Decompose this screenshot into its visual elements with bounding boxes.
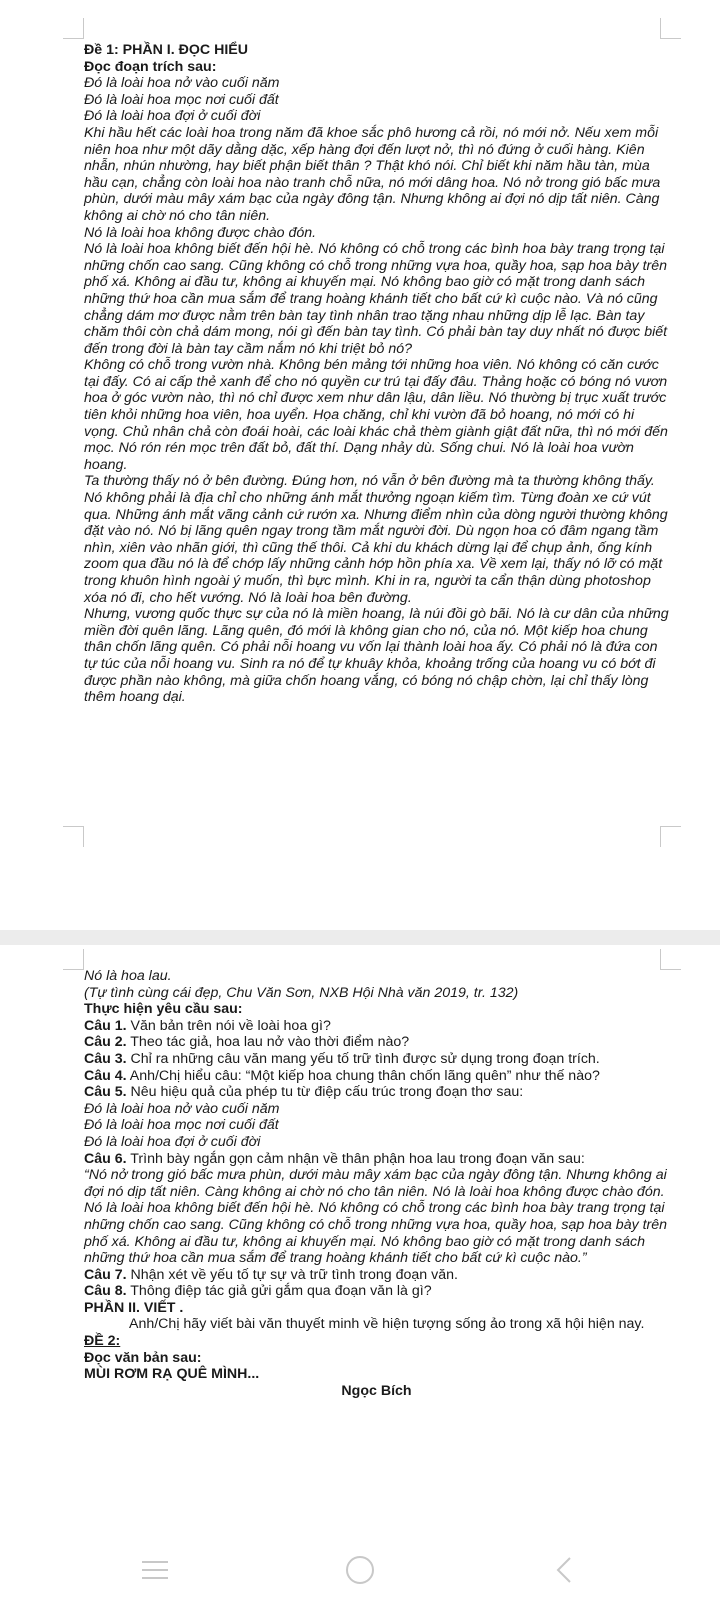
text-line: Đọc đoạn trích sau: xyxy=(84,58,217,75)
question-label: Câu 1. xyxy=(84,1017,127,1034)
text-line: Nó là loài hoa không biết đến hội hè. Nó không có chỗ trong các bình hoa bày trang trọng tại những chốn cao sang. Cũng không có chỗ trong những vựa hoa, quầy hoa, sạp hoa bày trên phố xá. Không ai đầu tư, không ai khuyến mại. Nó không bao giờ có mặt trong danh sách những thứ hoa cần mua sắm để trang hoàng khánh tiết cho bất cứ kì cuộc nào. Và nó cũng chẳng dám mơ được nằm trên bàn tay tình nhân trao tặng nhau những dịp lễ lạc. Bàn tay chăm thôi còn chả dám mong, nói gì đến bàn tay tình. Có phải bàn tay duy nhất nó được biết đến trong đời là bàn tay cầm nắm nó khi triệt bỏ nó? xyxy=(84,241,668,357)
text-line: Đó là loài hoa đợi ở cuối đời xyxy=(84,1133,261,1150)
question-text: Trình bày ngắn gọn cảm nhận về thân phận hoa lau trong đoạn văn sau: xyxy=(126,1150,585,1167)
text-line: “Nó nở trong gió bấc mưa phùn, dưới màu mây xám bạc của ngày đông tận. Nhưng không ai đợi nó dịp tất niên. Càng không ai chờ nó cho tân niên. Nó là loài hoa không được chào đón. Nó là loài hoa không biết đến hội hè. Nó không có chỗ trong các bình hoa bày trang trọng tại những chốn cao sang. Cũng không có chỗ trong những vựa hoa, quầy hoa, sạp hoa bày trên phố xá. Không ai đầu tư, không ai khuyến mại. Nó không bao giờ có mặt trong danh sách những thứ hoa cần mua sắm để trang hoàng khánh tiết cho bất cứ kì cuộc nào.” xyxy=(84,1167,668,1267)
crop-mark xyxy=(63,826,84,847)
question-label: Câu 6. xyxy=(84,1150,127,1167)
question-label: Câu 4. xyxy=(84,1067,127,1084)
question-text: Văn bản trên nói về loài hoa gì? xyxy=(126,1017,331,1034)
text-line: MÙI RƠM RẠ QUÊ MÌNH... xyxy=(84,1366,260,1383)
text-line: Ngọc Bích xyxy=(341,1382,412,1399)
question-label: Câu 8. xyxy=(84,1283,127,1300)
question-text: Nhận xét về yếu tố tự sự và trữ tình trong đoạn văn. xyxy=(126,1266,458,1283)
question-text: Chỉ ra những câu văn mang yếu tố trữ tình được sử dụng trong đoạn trích. xyxy=(126,1050,600,1067)
text-line: Anh/Chị hãy viết bài văn thuyết minh về hiện tượng sống ảo trong xã hội hiện nay. xyxy=(129,1316,645,1333)
reading-passage xyxy=(84,42,669,706)
text-line: Nó là hoa lau. xyxy=(84,968,172,984)
question-label: Câu 2. xyxy=(84,1034,127,1051)
crop-mark xyxy=(660,826,681,847)
question-text: Thông điệp tác giả gửi gắm qua đoạn văn là gì? xyxy=(126,1283,432,1300)
question-text: Nêu hiệu quả của phép tu từ điệp cấu trúc trong đoạn thơ sau: xyxy=(126,1084,524,1101)
text-line: Đề 1: PHẦN I. ĐỌC HIỂU xyxy=(84,42,248,58)
crop-mark xyxy=(63,949,84,970)
text-line: Thực hiện yêu cầu sau: xyxy=(84,1001,243,1018)
text-line xyxy=(84,1084,669,1101)
text-line xyxy=(84,1151,669,1168)
text-line: PHẦN II. VIẾT . xyxy=(84,1299,184,1316)
crop-mark xyxy=(660,949,681,970)
home-circle-icon[interactable] xyxy=(343,1553,377,1587)
menu-icon[interactable] xyxy=(138,1553,172,1587)
crop-mark xyxy=(63,18,84,39)
text-line xyxy=(84,1018,669,1035)
text-line: Đó là loài hoa nở vào cuối năm xyxy=(84,75,280,92)
text-line xyxy=(84,1068,669,1085)
text-line xyxy=(84,1051,669,1068)
text-line xyxy=(84,1283,669,1300)
text-line: Nhưng, vương quốc thực sự của nó là miền hoang, là núi đồi gò bãi. Nó là cư dân của những miền đời quên lãng. Lãng quên, đó mới là không gian cho nó, của nó. Một kiếp hoa chung thân chốn lãng quên. Có phải nỗi hoang vu vốn lại thành loài hoa ấy. Có phải nó là đứa con tự túc của nỗi hoang vu. Sinh ra nó để tự khuây khỏa, khoảng trống của hoang vu có bớt đi được phần nào không, mà giữa chốn hoang vắng, có bóng nó chập chờn, lại chỉ thấy lòng thêm hoang dại. xyxy=(84,606,669,706)
crop-mark xyxy=(660,18,681,39)
page-separator xyxy=(0,930,720,945)
text-line: Đó là loài hoa nở vào cuối năm xyxy=(84,1100,280,1117)
text-line: Đọc văn bản sau: xyxy=(84,1349,202,1366)
navigation-bar xyxy=(0,1540,720,1600)
question-text: Theo tác giả, hoa lau nở vào thời điểm nào? xyxy=(126,1034,410,1051)
back-chevron-icon[interactable] xyxy=(548,1553,582,1587)
text-line: Khi hầu hết các loài hoa trong năm đã khoe sắc phô hương cả rồi, nó mới nở. Nếu xem mỗi niên hoa như một dãy dằng dặc, xếp hàng đợi đến lượt nở, thì nó đứng ở cuối hàng. Kiên nhẫn, nhún nhường, hay biết phận biết thân ? Thật khó nói. Chỉ biết khi năm hầu tàn, mùa hầu cạn, chẳng còn loài hoa nào tranh chỗ nữa, nó mới dâng hoa. Nó nở trong gió bấc mưa phùn, dưới màu mây xám bạc của ngày đông tận. Nhưng không ai đợi nó dịp tất niên. Càng không ai chờ nó cho tân niên. xyxy=(84,124,661,224)
text-line: Nó là loài hoa không được chào đón. xyxy=(84,224,317,241)
question-label: Câu 3. xyxy=(84,1050,127,1067)
text-line: (Tự tình cùng cái đẹp, Chu Văn Sơn, NXB Hội Nhà văn 2019, tr. 132) xyxy=(84,984,519,1001)
text-line: Đó là loài hoa mọc nơi cuối đất xyxy=(84,91,279,108)
question-label: Câu 7. xyxy=(84,1266,127,1283)
text-line xyxy=(84,1034,669,1051)
questions-section xyxy=(84,968,669,1399)
document-page-2 xyxy=(0,945,720,1540)
question-label: Câu 5. xyxy=(84,1084,127,1101)
text-line: ĐỀ 2: xyxy=(84,1333,121,1350)
text-line: Không có chỗ trong vườn nhà. Không bén mảng tới những hoa viên. Nó không có căn cước tại đấy. Có ai cấp thẻ xanh để cho nó quyền cư trú tại đấy đâu. Thảng hoặc có bóng nó vươn hoa ở góc vườn nào, thì nó chỉ được xem như dân lậu, dân liều. Nó thường bị trục xuất trước tiên khỏi những hoa viên, hoa uyển. Họa chăng, chỉ khi vườn đã bỏ hoang, nó mới có hi vọng. Chủ nhân chả còn đoái hoài, các loài khác chả thèm giành giật đất nữa, thì nó mới đến mọc. Nó rón rén mọc trên đất bỏ, đất thí. Dạng nhảy dù. Sống chui. Nó là loài hoa vườn hoang. xyxy=(84,357,668,473)
text-line: Ta thường thấy nó ở bên đường. Đúng hơn, nó vẫn ở bên đường mà ta thường không thấy. Nó không phải là địa chỉ cho những ánh mắt thưởng ngoạn kiếm tìm. Từng đoàn xe cứ vút qua. Những ánh mắt vãng cảnh cứ rướn xa. Nhưng điểm nhìn của dòng người thường không đặt vào nó. Nó bị lãng quên ngay trong tầm mắt người đời. Dù ngọn hoa có đâm ngang tầm nhìn, xiên vào nhãn giới, thì cũng thế thôi. Cả khi du khách dừng lại để chụp ảnh, ống kính zoom qua đầu nó là để chớp lấy những cảnh hớp hồn phía xa. Về xem lại, thấy nó lỡ có mặt trong khuôn hình ngoài ý muốn, thì bực mình. Khi in ra, người ta cẩn thận dùng photoshop xóa nó đi, cho hết vướng. Nó là loài hoa bên đường. xyxy=(84,473,668,606)
question-text: Anh/Chị hiểu câu: “Một kiếp hoa chung thân chốn lãng quên” như thế nào? xyxy=(126,1067,600,1084)
text-line xyxy=(84,1267,669,1284)
text-line: Đó là loài hoa mọc nơi cuối đất xyxy=(84,1117,279,1134)
text-line: Đó là loài hoa đợi ở cuối đời xyxy=(84,108,261,125)
